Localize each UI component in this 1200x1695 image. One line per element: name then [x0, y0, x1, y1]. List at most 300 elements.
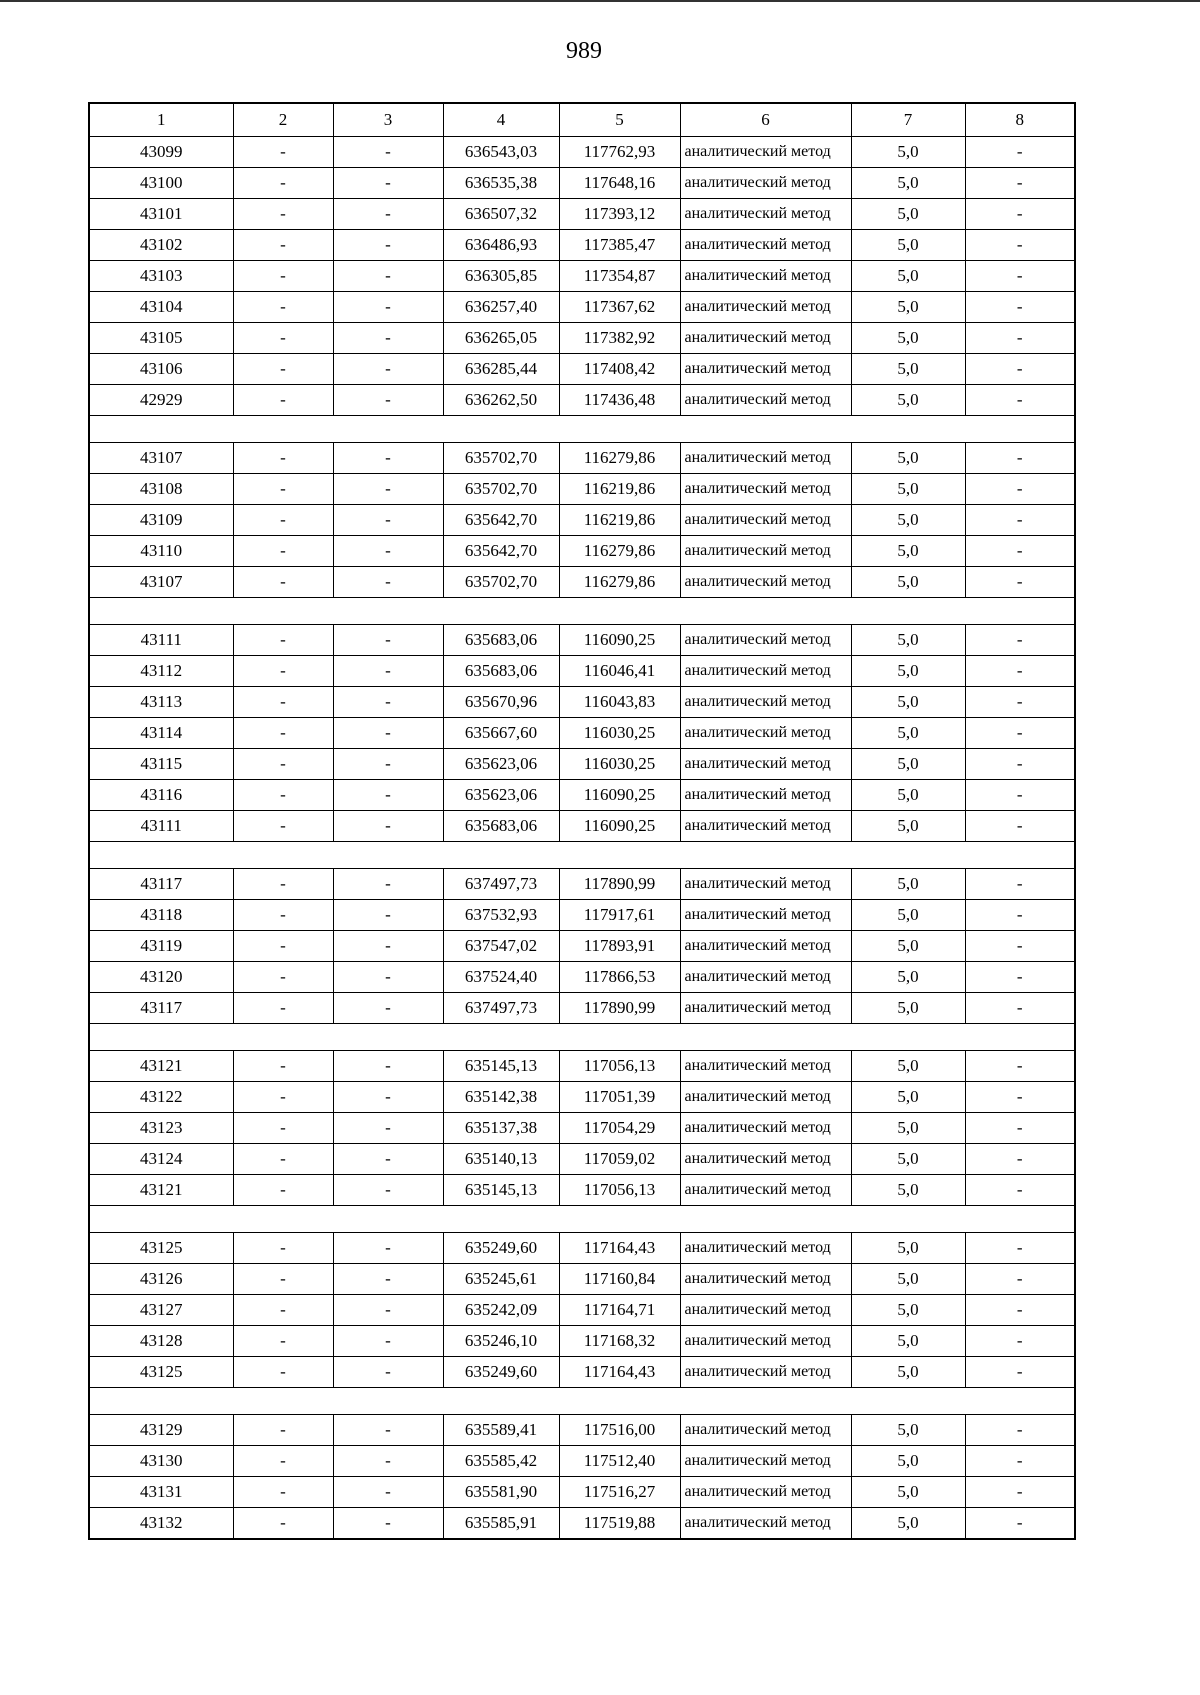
method-cell: аналитический метод [680, 354, 851, 385]
col3-cell: - [333, 962, 443, 993]
col2-cell: - [233, 993, 333, 1024]
col2-cell: - [233, 1113, 333, 1144]
x-coordinate-cell: 635702,70 [443, 567, 559, 598]
col3-cell: - [333, 292, 443, 323]
method-cell: аналитический метод [680, 1233, 851, 1264]
accuracy-cell: 5,0 [851, 656, 965, 687]
col8-cell: - [965, 292, 1075, 323]
point-number-cell: 43132 [89, 1508, 233, 1540]
table-row [89, 261, 1075, 292]
y-coordinate-cell: 117051,39 [559, 1082, 680, 1113]
point-number-cell: 43111 [89, 625, 233, 656]
table-row [89, 1295, 1075, 1326]
method-cell: аналитический метод [680, 385, 851, 416]
accuracy-cell: 5,0 [851, 168, 965, 199]
accuracy-cell: 5,0 [851, 1233, 965, 1264]
column-header: 7 [851, 103, 965, 137]
group-separator [89, 598, 1075, 625]
method-cell: аналитический метод [680, 931, 851, 962]
x-coordinate-cell: 635581,90 [443, 1477, 559, 1508]
y-coordinate-cell: 116090,25 [559, 780, 680, 811]
table-row [89, 292, 1075, 323]
method-cell: аналитический метод [680, 1415, 851, 1446]
x-coordinate-cell: 637532,93 [443, 900, 559, 931]
point-number-cell: 43129 [89, 1415, 233, 1446]
accuracy-cell: 5,0 [851, 931, 965, 962]
method-cell: аналитический метод [680, 749, 851, 780]
table-row [89, 230, 1075, 261]
col2-cell: - [233, 931, 333, 962]
x-coordinate-cell: 635642,70 [443, 536, 559, 567]
col3-cell: - [333, 137, 443, 168]
table-row [89, 1082, 1075, 1113]
x-coordinate-cell: 635670,96 [443, 687, 559, 718]
col8-cell: - [965, 1233, 1075, 1264]
group-gap [89, 1388, 1075, 1415]
accuracy-cell: 5,0 [851, 962, 965, 993]
col8-cell: - [965, 1508, 1075, 1540]
top-border-line [0, 0, 1200, 2]
method-cell: аналитический метод [680, 261, 851, 292]
group-separator [89, 1206, 1075, 1233]
x-coordinate-cell: 635140,13 [443, 1144, 559, 1175]
point-number-cell: 43116 [89, 780, 233, 811]
table-row [89, 1264, 1075, 1295]
col8-cell: - [965, 474, 1075, 505]
point-number-cell: 43130 [89, 1446, 233, 1477]
col3-cell: - [333, 1326, 443, 1357]
accuracy-cell: 5,0 [851, 1082, 965, 1113]
col8-cell: - [965, 718, 1075, 749]
coordinates-sheet [88, 102, 1074, 1540]
method-cell: аналитический метод [680, 1082, 851, 1113]
col3-cell: - [333, 230, 443, 261]
method-cell: аналитический метод [680, 718, 851, 749]
col8-cell: - [965, 1051, 1075, 1082]
col2-cell: - [233, 1357, 333, 1388]
accuracy-cell: 5,0 [851, 1326, 965, 1357]
col3-cell: - [333, 1233, 443, 1264]
x-coordinate-cell: 635585,42 [443, 1446, 559, 1477]
col2-cell: - [233, 354, 333, 385]
col8-cell: - [965, 687, 1075, 718]
method-cell: аналитический метод [680, 230, 851, 261]
col2-cell: - [233, 1477, 333, 1508]
col3-cell: - [333, 931, 443, 962]
col2-cell: - [233, 1082, 333, 1113]
col2-cell: - [233, 1326, 333, 1357]
col3-cell: - [333, 1415, 443, 1446]
col8-cell: - [965, 354, 1075, 385]
col8-cell: - [965, 1295, 1075, 1326]
column-header: 8 [965, 103, 1075, 137]
col8-cell: - [965, 1326, 1075, 1357]
col3-cell: - [333, 1295, 443, 1326]
point-number-cell: 43128 [89, 1326, 233, 1357]
point-number-cell: 43122 [89, 1082, 233, 1113]
point-number-cell: 43100 [89, 168, 233, 199]
col8-cell: - [965, 1415, 1075, 1446]
x-coordinate-cell: 635642,70 [443, 505, 559, 536]
y-coordinate-cell: 117890,99 [559, 869, 680, 900]
method-cell: аналитический метод [680, 869, 851, 900]
x-coordinate-cell: 635249,60 [443, 1233, 559, 1264]
point-number-cell: 43115 [89, 749, 233, 780]
col2-cell: - [233, 656, 333, 687]
column-header: 3 [333, 103, 443, 137]
col2-cell: - [233, 199, 333, 230]
method-cell: аналитический метод [680, 1113, 851, 1144]
col8-cell: - [965, 656, 1075, 687]
point-number-cell: 43127 [89, 1295, 233, 1326]
x-coordinate-cell: 636535,38 [443, 168, 559, 199]
y-coordinate-cell: 117054,29 [559, 1113, 680, 1144]
col3-cell: - [333, 474, 443, 505]
col3-cell: - [333, 749, 443, 780]
y-coordinate-cell: 117890,99 [559, 993, 680, 1024]
col8-cell: - [965, 385, 1075, 416]
col2-cell: - [233, 1446, 333, 1477]
col2-cell: - [233, 1233, 333, 1264]
col2-cell: - [233, 811, 333, 842]
point-number-cell: 43118 [89, 900, 233, 931]
table-row [89, 625, 1075, 656]
y-coordinate-cell: 117164,43 [559, 1233, 680, 1264]
accuracy-cell: 5,0 [851, 780, 965, 811]
accuracy-cell: 5,0 [851, 1264, 965, 1295]
y-coordinate-cell: 117056,13 [559, 1051, 680, 1082]
col2-cell: - [233, 292, 333, 323]
x-coordinate-cell: 635623,06 [443, 780, 559, 811]
y-coordinate-cell: 117648,16 [559, 168, 680, 199]
col3-cell: - [333, 780, 443, 811]
x-coordinate-cell: 637497,73 [443, 993, 559, 1024]
x-coordinate-cell: 635683,06 [443, 656, 559, 687]
col3-cell: - [333, 718, 443, 749]
group-separator [89, 416, 1075, 443]
col8-cell: - [965, 869, 1075, 900]
x-coordinate-cell: 635246,10 [443, 1326, 559, 1357]
point-number-cell: 43111 [89, 811, 233, 842]
point-number-cell: 43107 [89, 443, 233, 474]
point-number-cell: 43120 [89, 962, 233, 993]
method-cell: аналитический метод [680, 1477, 851, 1508]
group-separator [89, 1024, 1075, 1051]
method-cell: аналитический метод [680, 811, 851, 842]
accuracy-cell: 5,0 [851, 1144, 965, 1175]
col8-cell: - [965, 168, 1075, 199]
point-number-cell: 43126 [89, 1264, 233, 1295]
point-number-cell: 43107 [89, 567, 233, 598]
y-coordinate-cell: 117519,88 [559, 1508, 680, 1540]
col8-cell: - [965, 1113, 1075, 1144]
method-cell: аналитический метод [680, 536, 851, 567]
method-cell: аналитический метод [680, 168, 851, 199]
col2-cell: - [233, 780, 333, 811]
accuracy-cell: 5,0 [851, 1113, 965, 1144]
col8-cell: - [965, 962, 1075, 993]
x-coordinate-cell: 635242,09 [443, 1295, 559, 1326]
accuracy-cell: 5,0 [851, 230, 965, 261]
table-row [89, 687, 1075, 718]
method-cell: аналитический метод [680, 1175, 851, 1206]
column-header: 6 [680, 103, 851, 137]
col2-cell: - [233, 323, 333, 354]
header-row [89, 103, 1075, 137]
accuracy-cell: 5,0 [851, 718, 965, 749]
point-number-cell: 43131 [89, 1477, 233, 1508]
accuracy-cell: 5,0 [851, 199, 965, 230]
accuracy-cell: 5,0 [851, 1477, 965, 1508]
point-number-cell: 43121 [89, 1051, 233, 1082]
y-coordinate-cell: 116279,86 [559, 567, 680, 598]
col8-cell: - [965, 505, 1075, 536]
col8-cell: - [965, 323, 1075, 354]
col8-cell: - [965, 536, 1075, 567]
accuracy-cell: 5,0 [851, 993, 965, 1024]
accuracy-cell: 5,0 [851, 505, 965, 536]
x-coordinate-cell: 635683,06 [443, 625, 559, 656]
table-row [89, 1113, 1075, 1144]
group-gap [89, 1206, 1075, 1233]
col2-cell: - [233, 1508, 333, 1540]
point-number-cell: 43123 [89, 1113, 233, 1144]
table-row [89, 1144, 1075, 1175]
x-coordinate-cell: 635145,13 [443, 1175, 559, 1206]
x-coordinate-cell: 635667,60 [443, 718, 559, 749]
table-row [89, 443, 1075, 474]
y-coordinate-cell: 117385,47 [559, 230, 680, 261]
column-header: 1 [89, 103, 233, 137]
col8-cell: - [965, 1144, 1075, 1175]
method-cell: аналитический метод [680, 199, 851, 230]
col2-cell: - [233, 567, 333, 598]
col2-cell: - [233, 168, 333, 199]
y-coordinate-cell: 116030,25 [559, 718, 680, 749]
coordinates-table [88, 102, 1076, 1540]
method-cell: аналитический метод [680, 962, 851, 993]
accuracy-cell: 5,0 [851, 1175, 965, 1206]
accuracy-cell: 5,0 [851, 567, 965, 598]
y-coordinate-cell: 116043,83 [559, 687, 680, 718]
x-coordinate-cell: 636285,44 [443, 354, 559, 385]
col8-cell: - [965, 567, 1075, 598]
table-row [89, 385, 1075, 416]
col2-cell: - [233, 443, 333, 474]
accuracy-cell: 5,0 [851, 687, 965, 718]
table-row [89, 931, 1075, 962]
method-cell: аналитический метод [680, 1446, 851, 1477]
page-number: 989 [566, 38, 602, 64]
col8-cell: - [965, 749, 1075, 780]
x-coordinate-cell: 636486,93 [443, 230, 559, 261]
col3-cell: - [333, 536, 443, 567]
col2-cell: - [233, 474, 333, 505]
table-row [89, 323, 1075, 354]
col8-cell: - [965, 261, 1075, 292]
col8-cell: - [965, 993, 1075, 1024]
col3-cell: - [333, 1508, 443, 1540]
method-cell: аналитический метод [680, 656, 851, 687]
table-row [89, 1446, 1075, 1477]
table-row [89, 567, 1075, 598]
col8-cell: - [965, 780, 1075, 811]
col2-cell: - [233, 137, 333, 168]
method-cell: аналитический метод [680, 993, 851, 1024]
col3-cell: - [333, 385, 443, 416]
accuracy-cell: 5,0 [851, 1357, 965, 1388]
group-gap [89, 1024, 1075, 1051]
y-coordinate-cell: 117516,00 [559, 1415, 680, 1446]
y-coordinate-cell: 117056,13 [559, 1175, 680, 1206]
col3-cell: - [333, 1144, 443, 1175]
y-coordinate-cell: 117367,62 [559, 292, 680, 323]
col2-cell: - [233, 749, 333, 780]
point-number-cell: 43099 [89, 137, 233, 168]
col3-cell: - [333, 625, 443, 656]
x-coordinate-cell: 636257,40 [443, 292, 559, 323]
col2-cell: - [233, 900, 333, 931]
y-coordinate-cell: 117059,02 [559, 1144, 680, 1175]
x-coordinate-cell: 636305,85 [443, 261, 559, 292]
accuracy-cell: 5,0 [851, 292, 965, 323]
col2-cell: - [233, 687, 333, 718]
col3-cell: - [333, 1113, 443, 1144]
group-separator [89, 842, 1075, 869]
col3-cell: - [333, 1082, 443, 1113]
point-number-cell: 43119 [89, 931, 233, 962]
x-coordinate-cell: 635623,06 [443, 749, 559, 780]
table-row [89, 1326, 1075, 1357]
col2-cell: - [233, 1295, 333, 1326]
y-coordinate-cell: 117512,40 [559, 1446, 680, 1477]
col2-cell: - [233, 625, 333, 656]
column-header: 2 [233, 103, 333, 137]
col8-cell: - [965, 1357, 1075, 1388]
table-row [89, 749, 1075, 780]
y-coordinate-cell: 116279,86 [559, 536, 680, 567]
col8-cell: - [965, 1082, 1075, 1113]
accuracy-cell: 5,0 [851, 1446, 965, 1477]
x-coordinate-cell: 636543,03 [443, 137, 559, 168]
col3-cell: - [333, 505, 443, 536]
method-cell: аналитический метод [680, 687, 851, 718]
point-number-cell: 43103 [89, 261, 233, 292]
table-row [89, 1477, 1075, 1508]
method-cell: аналитический метод [680, 1326, 851, 1357]
y-coordinate-cell: 116219,86 [559, 505, 680, 536]
accuracy-cell: 5,0 [851, 1295, 965, 1326]
x-coordinate-cell: 637524,40 [443, 962, 559, 993]
method-cell: аналитический метод [680, 900, 851, 931]
col8-cell: - [965, 1477, 1075, 1508]
col3-cell: - [333, 1446, 443, 1477]
y-coordinate-cell: 117354,87 [559, 261, 680, 292]
point-number-cell: 43109 [89, 505, 233, 536]
col3-cell: - [333, 1264, 443, 1295]
col8-cell: - [965, 137, 1075, 168]
x-coordinate-cell: 635137,38 [443, 1113, 559, 1144]
col8-cell: - [965, 811, 1075, 842]
point-number-cell: 42929 [89, 385, 233, 416]
y-coordinate-cell: 116030,25 [559, 749, 680, 780]
col2-cell: - [233, 1051, 333, 1082]
col8-cell: - [965, 1175, 1075, 1206]
table-row [89, 1051, 1075, 1082]
table-row [89, 536, 1075, 567]
point-number-cell: 43108 [89, 474, 233, 505]
col3-cell: - [333, 354, 443, 385]
y-coordinate-cell: 117516,27 [559, 1477, 680, 1508]
col2-cell: - [233, 1415, 333, 1446]
x-coordinate-cell: 635249,60 [443, 1357, 559, 1388]
method-cell: аналитический метод [680, 474, 851, 505]
y-coordinate-cell: 117168,32 [559, 1326, 680, 1357]
table-row [89, 354, 1075, 385]
y-coordinate-cell: 116219,86 [559, 474, 680, 505]
x-coordinate-cell: 635702,70 [443, 443, 559, 474]
col3-cell: - [333, 1357, 443, 1388]
x-coordinate-cell: 635585,91 [443, 1508, 559, 1540]
group-gap [89, 416, 1075, 443]
accuracy-cell: 5,0 [851, 811, 965, 842]
x-coordinate-cell: 635683,06 [443, 811, 559, 842]
accuracy-cell: 5,0 [851, 536, 965, 567]
col2-cell: - [233, 718, 333, 749]
y-coordinate-cell: 117762,93 [559, 137, 680, 168]
col3-cell: - [333, 567, 443, 598]
y-coordinate-cell: 117164,43 [559, 1357, 680, 1388]
table-body [89, 103, 1075, 1539]
x-coordinate-cell: 636507,32 [443, 199, 559, 230]
col8-cell: - [965, 625, 1075, 656]
col2-cell: - [233, 1144, 333, 1175]
col3-cell: - [333, 1051, 443, 1082]
accuracy-cell: 5,0 [851, 625, 965, 656]
accuracy-cell: 5,0 [851, 474, 965, 505]
y-coordinate-cell: 117408,42 [559, 354, 680, 385]
table-row [89, 1233, 1075, 1264]
method-cell: аналитический метод [680, 625, 851, 656]
column-header: 4 [443, 103, 559, 137]
group-gap [89, 598, 1075, 625]
method-cell: аналитический метод [680, 1295, 851, 1326]
col3-cell: - [333, 1175, 443, 1206]
col8-cell: - [965, 900, 1075, 931]
method-cell: аналитический метод [680, 137, 851, 168]
y-coordinate-cell: 117164,71 [559, 1295, 680, 1326]
col3-cell: - [333, 443, 443, 474]
col2-cell: - [233, 536, 333, 567]
table-row [89, 1175, 1075, 1206]
col3-cell: - [333, 811, 443, 842]
method-cell: аналитический метод [680, 292, 851, 323]
point-number-cell: 43101 [89, 199, 233, 230]
point-number-cell: 43117 [89, 869, 233, 900]
x-coordinate-cell: 637497,73 [443, 869, 559, 900]
table-row [89, 1357, 1075, 1388]
point-number-cell: 43106 [89, 354, 233, 385]
accuracy-cell: 5,0 [851, 1508, 965, 1540]
y-coordinate-cell: 116090,25 [559, 625, 680, 656]
method-cell: аналитический метод [680, 505, 851, 536]
point-number-cell: 43102 [89, 230, 233, 261]
method-cell: аналитический метод [680, 567, 851, 598]
col8-cell: - [965, 443, 1075, 474]
table-row [89, 137, 1075, 168]
col3-cell: - [333, 869, 443, 900]
y-coordinate-cell: 117917,61 [559, 900, 680, 931]
